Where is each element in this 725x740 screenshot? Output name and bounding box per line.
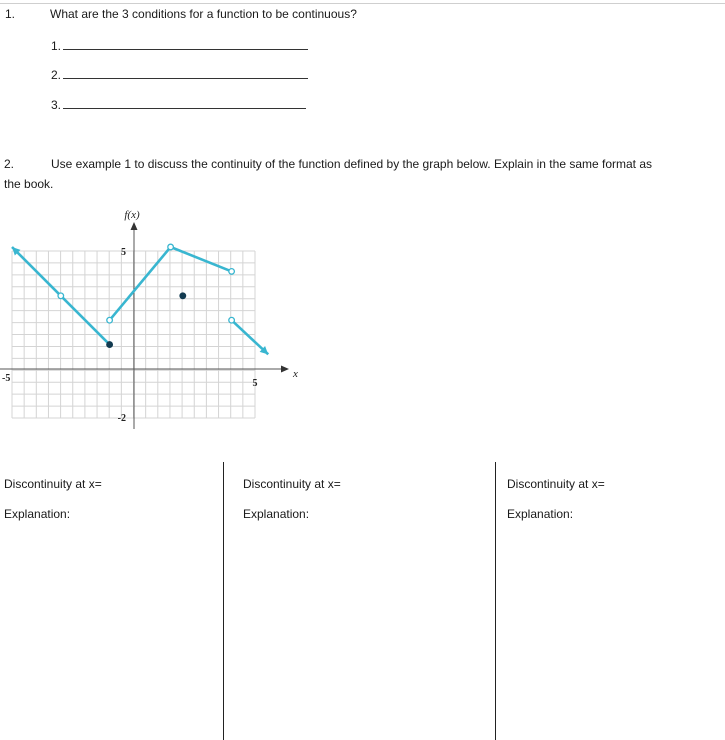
graph-axes (0, 222, 289, 429)
x-tick-neg-5: -5 (2, 373, 11, 384)
column-divider-2 (495, 462, 496, 740)
curve-segment-2 (110, 247, 232, 320)
answer-3-label: 3. (51, 98, 62, 112)
x-axis-label: x (293, 368, 298, 380)
curve-segment-3-start-point (229, 317, 235, 323)
answer-line-3[interactable] (51, 97, 306, 112)
card-2-explanation-label: Explanation: (243, 507, 310, 521)
y-tick-neg-2: -2 (117, 413, 126, 424)
card-3-explanation-label: Explanation: (507, 507, 574, 521)
answer-line-1[interactable] (51, 38, 308, 53)
answer-2-label: 2. (51, 68, 62, 82)
y-axis-label: f(x) (124, 209, 140, 221)
answer-2-blank[interactable] (63, 67, 308, 79)
answer-1-label: 1. (51, 39, 62, 53)
graph-curve (12, 244, 268, 354)
card-1-explanation-label: Explanation: (4, 507, 71, 521)
isolated-point-1 (180, 293, 186, 299)
question-2-prompt: Use example 1 to discuss the continuity of the function defined by the graph below. Explain in the same format as (51, 157, 653, 171)
question-1-prompt: What are the 3 conditions for a function to be continuous? (50, 7, 357, 21)
function-graph (0, 205, 300, 440)
curve-segment-2-end-point (229, 269, 235, 275)
hollow-point-2 (168, 244, 174, 250)
x-tick-5: 5 (252, 378, 258, 389)
answer-line-2[interactable] (51, 67, 308, 82)
question-2-prompt-cont: the book. (4, 177, 54, 191)
curve-segment-1-end-point (107, 342, 113, 348)
answer-3-blank[interactable] (63, 97, 306, 109)
card-2-discontinuity-label: Discontinuity at x= (243, 477, 341, 491)
hollow-point-1 (58, 293, 64, 299)
y-axis-arrow (131, 222, 138, 230)
page-top-rule (0, 3, 725, 4)
card-3-discontinuity-label: Discontinuity at x= (507, 477, 605, 491)
question-2-number: 2. (4, 157, 15, 171)
graph-labels (2, 209, 298, 424)
answer-1-blank[interactable] (63, 38, 308, 50)
card-1-discontinuity-label: Discontinuity at x= (4, 477, 102, 491)
x-axis-arrow (281, 366, 289, 373)
y-tick-5: 5 (121, 247, 126, 258)
curve-segment-2-start-point (107, 317, 113, 323)
question-1-number: 1. (5, 7, 16, 21)
column-divider-1 (223, 462, 224, 740)
